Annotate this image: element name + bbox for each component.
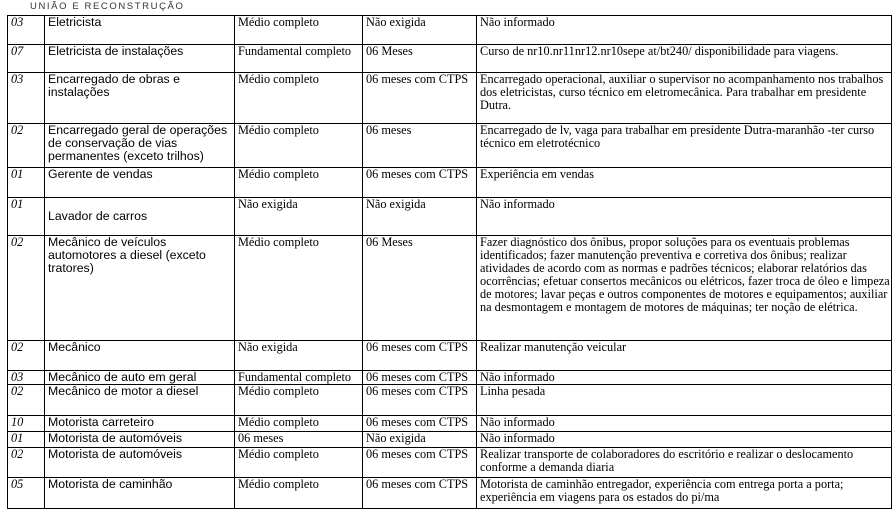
experience-requirement: 06 meses com CTPS — [363, 478, 477, 509]
experience-requirement: 06 meses com CTPS — [363, 385, 477, 416]
vacancy-count: 01 — [8, 432, 45, 448]
education-requirement: 06 meses — [235, 432, 363, 448]
experience-requirement: Não exigida — [363, 16, 477, 45]
table-row — [8, 198, 892, 236]
job-description: Não informado — [477, 416, 892, 432]
table-row — [8, 341, 892, 371]
vacancy-count: 03 — [8, 16, 45, 45]
table-row — [8, 168, 892, 198]
education-requirement: Médio completo — [235, 73, 363, 124]
job-description: Encarregado de lv, vaga para trabalhar em presidente Dutra-maranhão -ter curso técnico em eletrotécnico — [477, 124, 892, 168]
education-requirement: Médio completo — [235, 478, 363, 509]
vacancy-count: 03 — [8, 73, 45, 124]
table-row — [8, 45, 892, 73]
vacancy-count: 10 — [8, 416, 45, 432]
job-title: Motorista de automóveis — [45, 448, 235, 478]
vacancy-count: 02 — [8, 124, 45, 168]
education-requirement: Fundamental completo — [235, 45, 363, 73]
education-requirement: Não exigida — [235, 198, 363, 236]
job-description: Realizar transporte de colaboradores do escritório e realizar o deslocamento conforme a demanda diaria — [477, 448, 892, 478]
job-openings-table — [7, 15, 892, 509]
job-description: Fazer diagnóstico dos ônibus, propor soluções para os eventuais problemas identificados; fazer manutenção preventiva e corretiva dos ônibus; realizar atividades de acordo com as normas e padrões técnicos; elaborar relatórios das ocorrências; efetuar consertos mecânicos ou elétricos, fazer troca de óleo e limpeza de motores; lavar peças e outros componentes de motores e equipamentos; auxiliar na desmontagem e montagem de motores de máquinas; ter noção de elétrica. — [477, 236, 892, 341]
experience-requirement: 06 meses com CTPS — [363, 168, 477, 198]
vacancy-count: 02 — [8, 236, 45, 341]
job-description: Não informado — [477, 371, 892, 385]
job-description: Não informado — [477, 16, 892, 45]
vacancy-count: 05 — [8, 478, 45, 509]
job-title: Encarregado geral de operações de conservação de vias permanentes (exceto trilhos) — [45, 124, 235, 168]
table-row — [8, 73, 892, 124]
education-requirement: Não exigida — [235, 341, 363, 371]
vacancy-count: 02 — [8, 341, 45, 371]
table-row — [8, 416, 892, 432]
experience-requirement: 06 meses com CTPS — [363, 371, 477, 385]
vacancy-count: 01 — [8, 198, 45, 236]
vacancy-count: 07 — [8, 45, 45, 73]
experience-requirement: 06 meses com CTPS — [363, 341, 477, 371]
job-title: Eletricista — [45, 16, 235, 45]
job-title: Motorista de automóveis — [45, 432, 235, 448]
experience-requirement: Não exigida — [363, 432, 477, 448]
table-row — [8, 16, 892, 45]
experience-requirement: 06 meses com CTPS — [363, 416, 477, 432]
experience-requirement: 06 Meses — [363, 45, 477, 73]
education-requirement: Médio completo — [235, 416, 363, 432]
education-requirement: Médio completo — [235, 16, 363, 45]
job-title: Motorista carreteiro — [45, 416, 235, 432]
job-title: Motorista de caminhão — [45, 478, 235, 509]
job-title: Lavador de carros — [48, 209, 148, 223]
job-title: Mecânico de auto em geral — [45, 371, 235, 385]
job-description: Curso de nr10.nr11nr12.nr10sepe at/bt240/ disponibilidade para viagens. — [477, 45, 892, 73]
education-requirement: Médio completo — [235, 124, 363, 168]
vacancy-count: 01 — [8, 168, 45, 198]
experience-requirement: 06 meses com CTPS — [363, 448, 477, 478]
table-row — [8, 478, 892, 509]
job-title: Eletricista de instalações — [45, 45, 235, 73]
job-description: Não informado — [477, 432, 892, 448]
job-title: Mecânico — [45, 341, 235, 371]
table-row — [8, 124, 892, 168]
job-description: Motorista de caminhão entregador, experiência com entrega porta a porta; experiência em viagens para os estados do pi/ma — [477, 478, 892, 509]
job-description: Encarregado operacional, auxiliar o supervisor no acompanhamento nos trabalhos dos eletricistas, curso técnico em eletromecânica. Para trabalhar em presidente Dutra. — [477, 73, 892, 124]
table-row — [8, 236, 892, 341]
job-description: Linha pesada — [477, 385, 892, 416]
vacancy-count: 02 — [8, 385, 45, 416]
education-requirement: Médio completo — [235, 168, 363, 198]
table-row — [8, 448, 892, 478]
experience-requirement: 06 meses — [363, 124, 477, 168]
job-description: Experiência em vendas — [477, 168, 892, 198]
table-row — [8, 371, 892, 385]
education-requirement: Médio completo — [235, 385, 363, 416]
job-title: Mecânico de veículos automotores a diesel (exceto tratores) — [45, 236, 235, 341]
job-title: Encarregado de obras e instalações — [45, 73, 235, 124]
job-title: Gerente de vendas — [45, 168, 235, 198]
job-title: Mecânico de motor a diesel — [45, 385, 235, 416]
education-requirement: Médio completo — [235, 236, 363, 341]
experience-requirement: 06 meses com CTPS — [363, 73, 477, 124]
document-header: UNIÃO E RECONSTRUÇÃO — [30, 1, 185, 12]
vacancy-count: 03 — [8, 371, 45, 385]
table-row — [8, 432, 892, 448]
education-requirement: Médio completo — [235, 448, 363, 478]
education-requirement: Fundamental completo — [235, 371, 363, 385]
job-description: Não informado — [477, 198, 892, 236]
experience-requirement: Não exigida — [363, 198, 477, 236]
table-row — [8, 385, 892, 416]
vacancy-count: 02 — [8, 448, 45, 478]
experience-requirement: 06 Meses — [363, 236, 477, 341]
job-description: Realizar manutenção veicular — [477, 341, 892, 371]
